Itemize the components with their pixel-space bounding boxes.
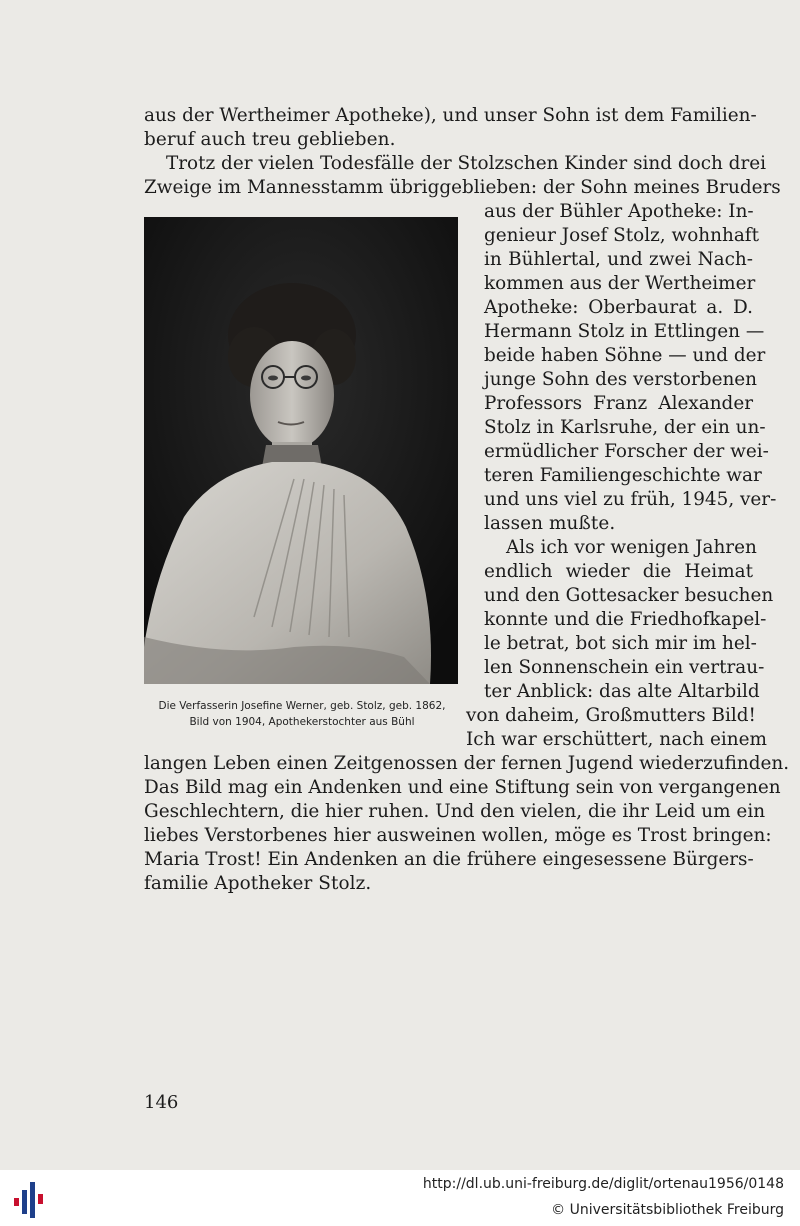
tail-line-6: familie Apotheker Stolz. [144, 873, 372, 894]
ub-freiburg-logo-icon [10, 1180, 50, 1220]
tail-line-1: langen Leben einen Zeitgenossen der fernen Jugend wiederzufinden. [144, 753, 790, 774]
side-line-12: teren Familiengeschichte war [484, 465, 762, 486]
side-line-9: Professors Franz Alexander [484, 393, 753, 414]
copyright-text: © Universitätsbibliothek Freiburg [551, 1202, 784, 1218]
side-line-10: Stolz in Karlsruhe, der ein un- [484, 417, 766, 438]
photo-caption-line-2: Bild von 1904, Apothekerstochter aus Bühl [189, 716, 415, 728]
side-line-5: Apotheke: Oberbaurat a. D. [484, 297, 753, 318]
tail-line-5: Maria Trost! Ein Andenken an die frühere eingesessene Bürgers- [144, 849, 754, 870]
side-line-18: konnte und die Friedhofkapel- [484, 609, 767, 630]
side-line-19: le betrat, bot sich mir im hel- [484, 633, 757, 654]
footer-bar [0, 1170, 800, 1226]
side-line-13: und uns viel zu früh, 1945, ver- [484, 489, 777, 510]
side-line-14: lassen mußte. [484, 513, 616, 534]
side-line-17: und den Gottesacker besuchen [484, 585, 774, 606]
document-url-link[interactable]: http://dl.ub.uni-freiburg.de/diglit/ortenau1956/0148 [422, 1176, 784, 1192]
side-line-3: in Bühlertal, und zwei Nach- [484, 249, 753, 270]
side-line-20: len Sonnenschein ein vertrau- [484, 657, 765, 678]
photo-caption-line-1: Die Verfasserin Josefine Werner, geb. Stolz, geb. 1862, [158, 700, 446, 712]
side-line-1: aus der Bühler Apotheke: In- [484, 201, 754, 222]
side-line-11: ermüdlicher Forscher der wei- [484, 441, 769, 462]
body-line-3: Trotz der vielen Todesfälle der Stolzschen Kinder sind doch drei [166, 153, 767, 174]
side-line-6: Hermann Stolz in Ettlingen — [484, 321, 765, 342]
portrait-image [144, 217, 458, 684]
body-line-2: beruf auch treu geblieben. [144, 129, 396, 150]
side-line-22: von daheim, Großmutters Bild! [466, 705, 756, 726]
tail-line-3: Geschlechtern, die hier ruhen. Und den vielen, die ihr Leid um ein [144, 801, 766, 822]
tail-line-2: Das Bild mag ein Andenken und eine Stiftung sein von vergangenen [144, 777, 781, 798]
tail-line-4: liebes Verstorbenes hier ausweinen wollen, möge es Trost bringen: [144, 825, 772, 846]
side-line-15: Als ich vor wenigen Jahren [506, 537, 757, 558]
side-line-2: genieur Josef Stolz, wohnhaft [484, 225, 759, 246]
page-number: 146 [144, 1092, 179, 1113]
side-line-7: beide haben Söhne — und der [484, 345, 766, 366]
side-line-4: kommen aus der Wertheimer [484, 273, 756, 294]
side-line-23: Ich war erschüttert, nach einem [466, 729, 767, 750]
side-line-21: ter Anblick: das alte Altarbild [484, 681, 760, 702]
side-line-8: junge Sohn des verstorbenen [484, 369, 758, 390]
portrait-photo [144, 217, 458, 684]
body-line-1: aus der Wertheimer Apotheke), und unser Sohn ist dem Familien- [144, 105, 757, 126]
body-line-4: Zweige im Mannesstamm übriggeblieben: der Sohn meines Bruders [144, 177, 781, 198]
side-line-16: endlich wieder die Heimat [484, 561, 753, 582]
